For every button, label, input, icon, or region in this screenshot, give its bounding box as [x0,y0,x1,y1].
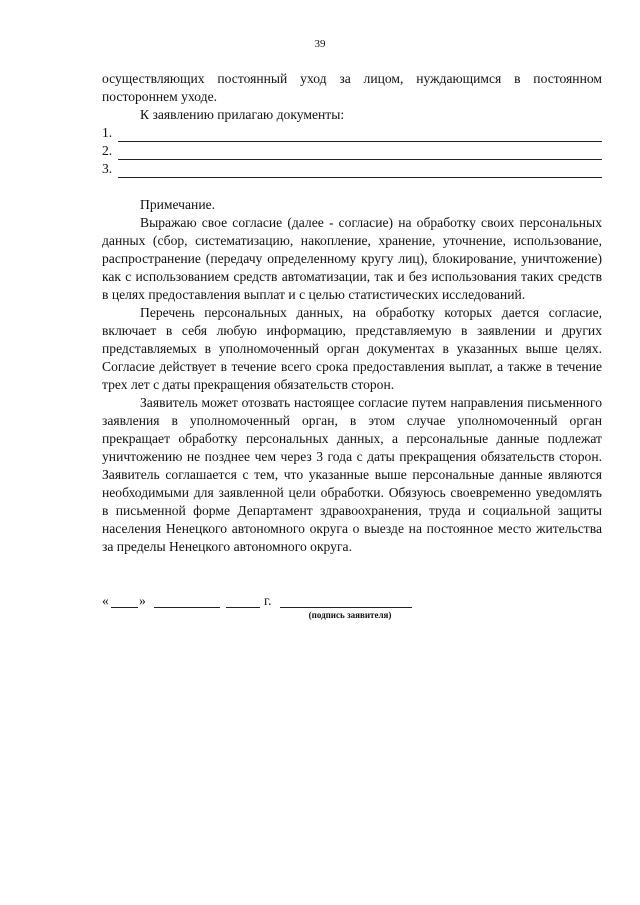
note-title: Примечание. [140,197,216,212]
note-paragraph-1: Выражаю свое согласие (далее - согласие) на обработку своих персональных данных (сбор, систематизацию, накопление, хранение, уточнение, использование, распространение (передачу определенному кругу лиц), блокирование, уничтожение) как с использованием средств автоматизации, так и без использования таких средств в целях предоставления выплат и с целью статистических исследований. [102,215,602,302]
close-quote: » [139,593,146,608]
signature-row [102,593,602,611]
intro-paragraph: осуществляющих постоянный уход за лицом, нуждающимся в постоянном постороннем уходе. [102,71,602,104]
attachment-blank [118,128,602,142]
open-quote: « [102,593,109,608]
page-number: 39 [314,38,326,50]
attachment-blank [118,164,602,178]
attachment-line-2[interactable] [102,142,602,160]
signature-caption: (подпись заявителя) [308,610,392,620]
spacer [102,178,602,196]
note-paragraph-2: Перечень персональных данных, на обработку которых дается согласие, включает в себя любую информацию, представляемую в заявлении и других представляемых в уполномоченный орган документах в указанных выше целях. Согласие действует в течение всего срока предоставления выплат, а также в течение трех лет с даты прекращения обязательств сторон. [102,305,602,392]
signature-blank[interactable] [280,593,412,608]
month-blank[interactable] [154,593,220,608]
attachment-number: 3. [102,161,113,176]
attachments-heading: К заявлению прилагаю документы: [140,107,345,122]
year-blank[interactable] [226,593,260,608]
attachment-number: 1. [102,125,113,140]
attachment-number: 2. [102,143,113,158]
attachment-line-3[interactable] [102,160,602,178]
day-blank[interactable] [111,593,138,608]
note-paragraph-3: Заявитель может отозвать настоящее согласие путем направления письменного заявления в уполномоченный орган, в этом случае уполномоченный орган прекращает обработку персональных данных, а персональные данные подлежат уничтожению не позднее чем через 3 года с даты прекращения обязательств сторон. Заявитель соглашается с тем, что указанные выше персональные данные являются необходимыми для заявленной цели обработки. Обязуюсь своевременно уведомлять в письменной форме Департамент здравоохранения, труда и социальной защиты населения Ненецкого автономного округа о выезде на постоянное место жительства за пределы Ненецкого автономного округа. [102,395,602,554]
attachment-line-1[interactable] [102,124,602,142]
attachment-blank [118,146,602,160]
year-suffix: г. [264,593,272,608]
document-body [102,70,602,556]
